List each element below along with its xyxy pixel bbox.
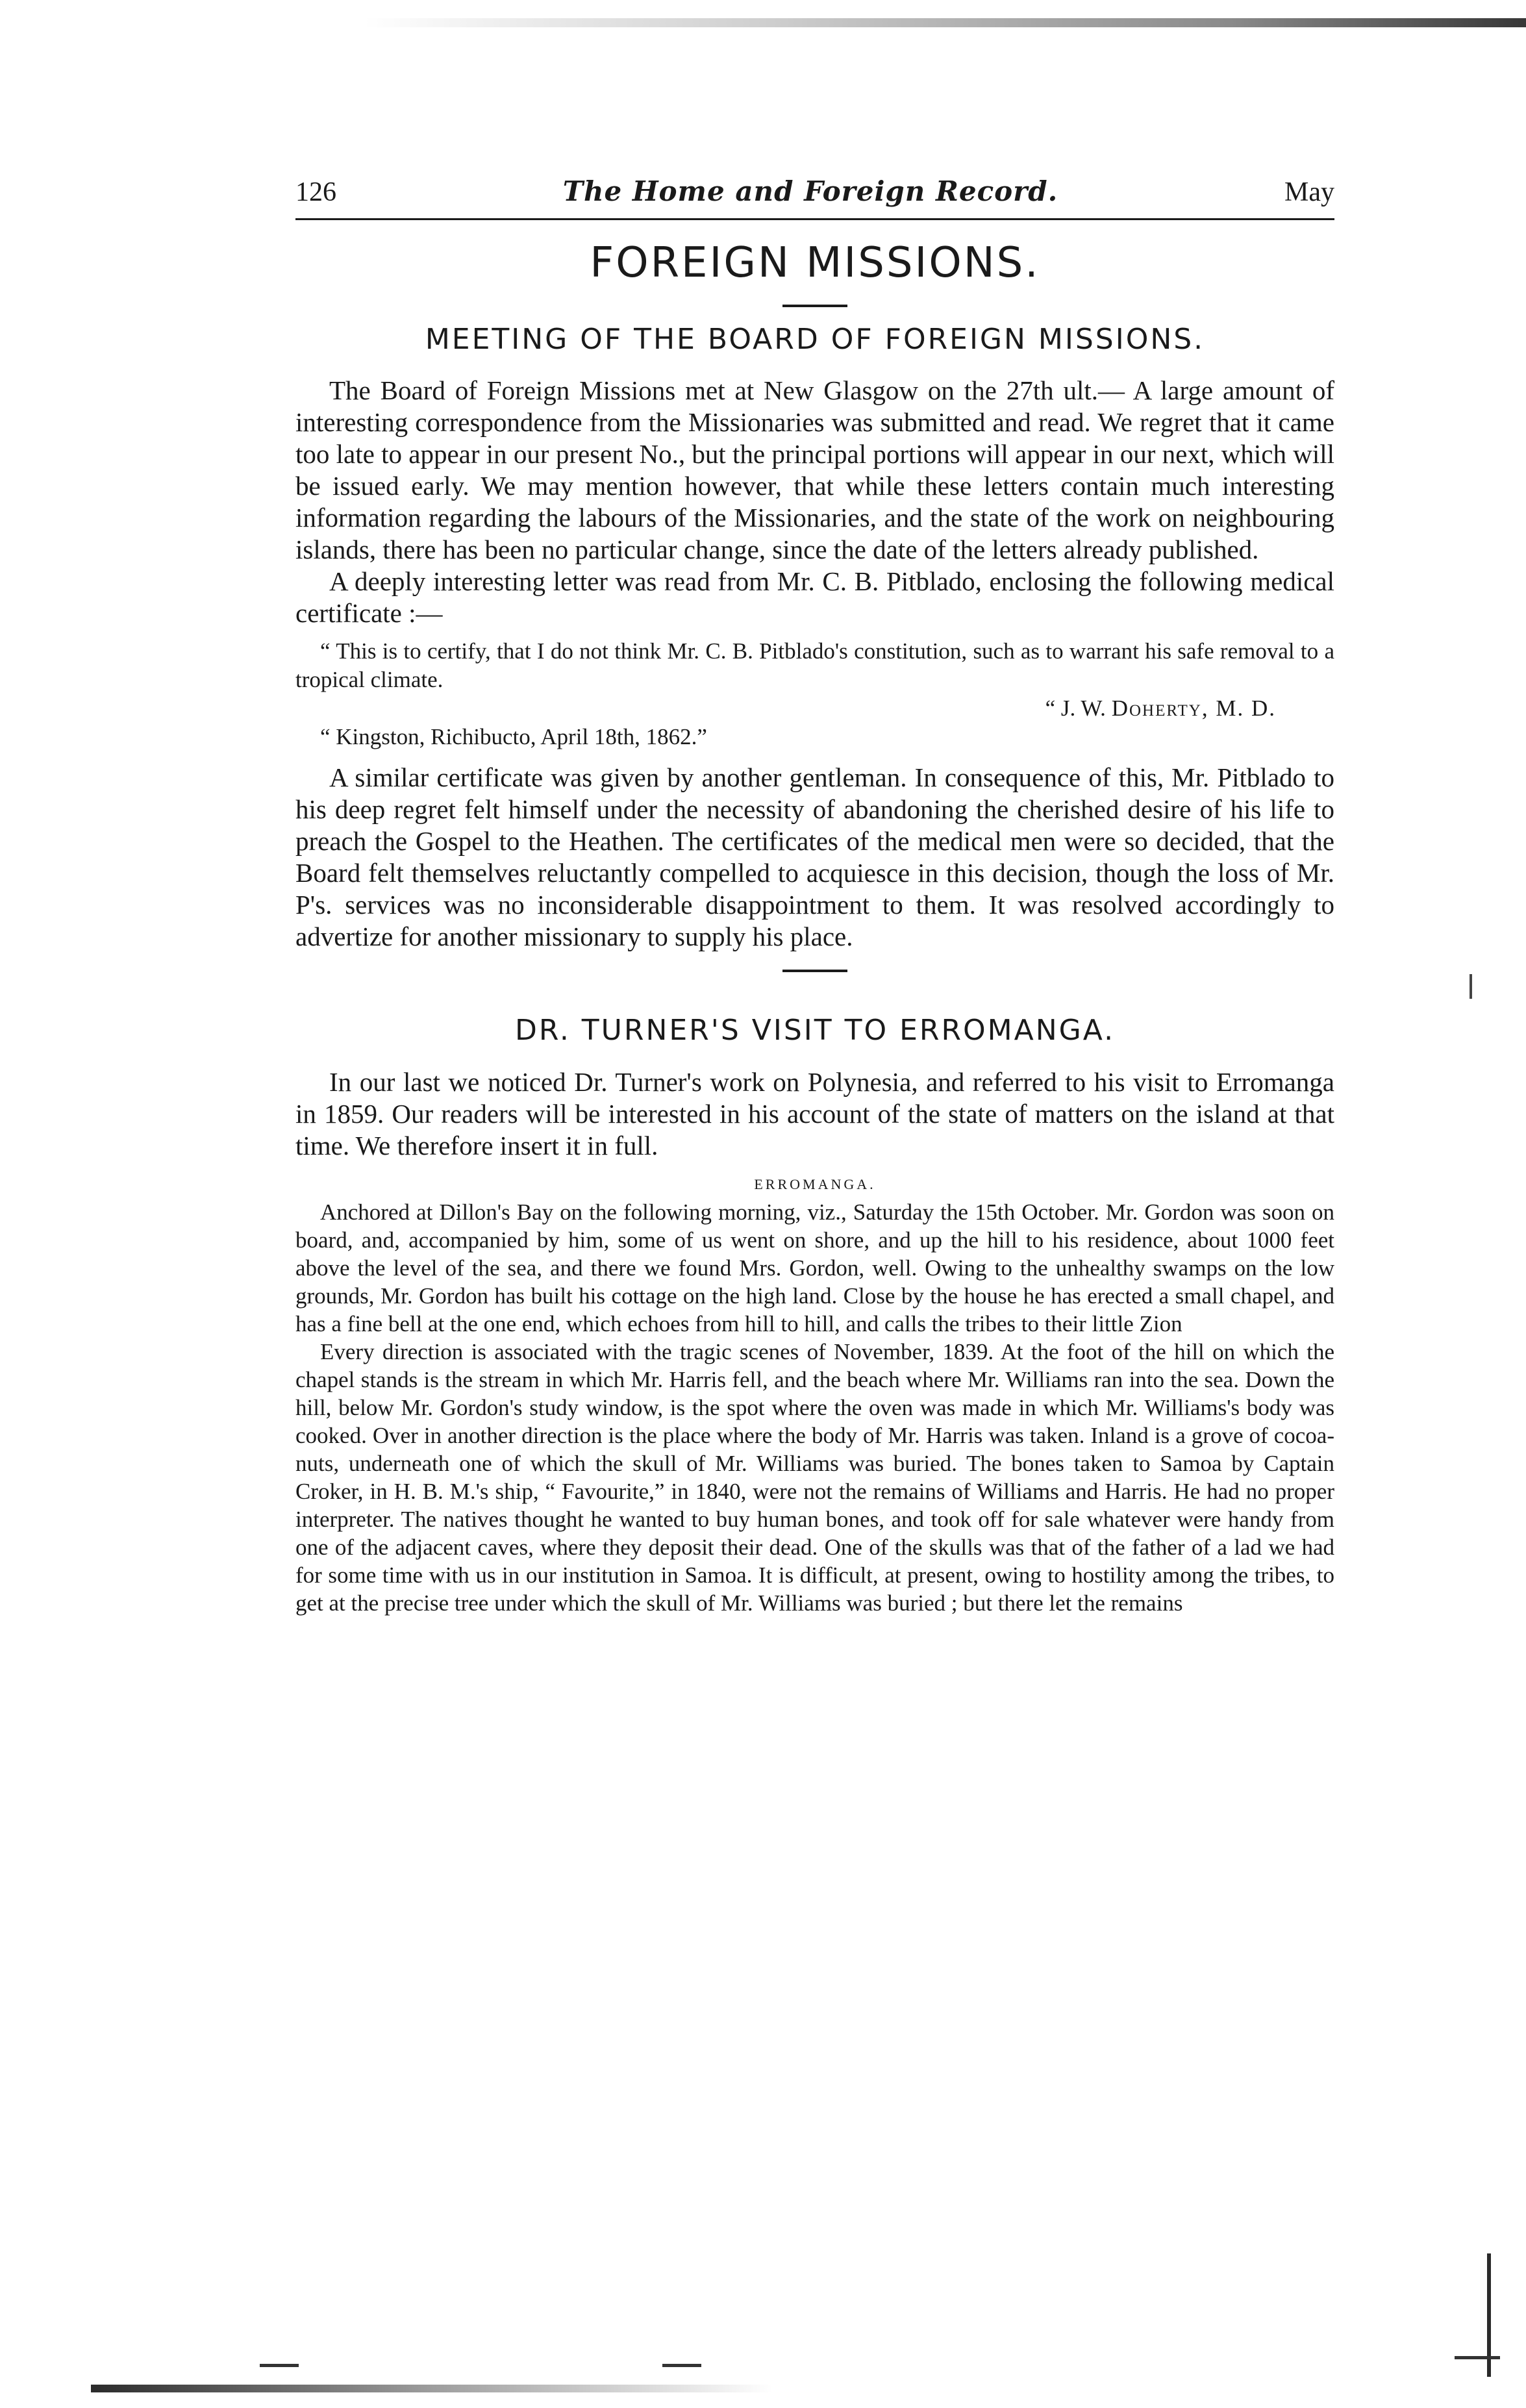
- subsection-heading: ERROMANGA.: [754, 1176, 876, 1193]
- page-content: [295, 175, 1334, 1617]
- section-title: FOREIGN MISSIONS.: [590, 239, 1040, 287]
- scan-mark-left: [260, 2364, 299, 2367]
- article-title-erromanga: DR. TURNER'S VISIT TO ERROMANGA.: [514, 1014, 1116, 1047]
- journal-title: The Home and Foreign Record.: [562, 175, 1058, 207]
- running-head: [295, 175, 1334, 220]
- margin-mark: [1470, 974, 1472, 999]
- article-paragraph: The Board of Foreign Missions met at New Glasgow on the 27th ult.— A large amount of interesting correspondence from the Missionaries was submitted and read. We regret that it came too late to appear in our present No., but the principal portions will appear in our next, which will be issued early. We may mention however, that while these letters contain much interesting information regarding the labours of the Missionaries, and the state of the work on neighbouring islands, there has been no particular change, since the date of the letters already published.: [295, 375, 1334, 565]
- issue-month: May: [1284, 177, 1334, 207]
- section-divider: [782, 305, 847, 307]
- scan-mark-right: [1455, 2356, 1500, 2359]
- article-paragraph: Anchored at Dillon's Bay on the following morning, viz., Saturday the 15th October. Mr. Gordon was soon on board, and, accompanied by him, some of us went on shore, and up the hill to his residence, about 1000 feet above the level of the sea, and there we found Mrs. Gordon, well. Owing to the unhealthy swamps on the low grounds, Mr. Gordon has built his cottage on the high land. Close by the house he has erected a small chapel, and has a fine bell at the one end, which echoes from hill to hill, and calls the tribes to their little Zion: [295, 1199, 1334, 1337]
- article-title-board-meeting: MEETING OF THE BOARD OF FOREIGN MISSIONS.: [425, 322, 1205, 356]
- certificate-signature: [295, 694, 1334, 723]
- signature-prefix: “ J. W.: [1045, 696, 1112, 721]
- certificate-dateline: “ Kingston, Richibucto, April 18th, 1862.”: [320, 724, 707, 750]
- scan-mark-mid: [662, 2364, 701, 2367]
- article-paragraph: A deeply interesting letter was read from Mr. C. B. Pitblado, enclosing the following medical certificate :—: [295, 566, 1334, 629]
- article-divider: [782, 970, 847, 972]
- page-number: 126: [295, 177, 336, 207]
- article-paragraph: A similar certificate was given by another gentleman. In consequence of this, Mr. Pitblado to his deep regret felt himself under the necessity of abandoning the cherished desire of his life to preach the Gospel to the Heathen. The certificates of the medical men were so decided, that the Board felt themselves reluctantly compelled to acquiesce in this decision, though the loss of Mr. P's. services was no inconsiderable disappointment to them. It was resolved accordingly to advertize for another missionary to supply his place.: [295, 762, 1334, 952]
- article-paragraph: In our last we noticed Dr. Turner's work on Polynesia, and referred to his visit to Erromanga in 1859. Our readers will be interested in his account of the state of matters on the island at that time. We therefore insert it in full.: [295, 1067, 1334, 1161]
- article-paragraph: Every direction is associated with the tragic scenes of November, 1839. At the foot of the hill on which the chapel stands is the stream in which Mr. Harris fell, and the beach where Mr. Williams ran into the sea. Down the hill, below Mr. Gordon's study window, is the spot where the oven was made in which Mr. Williams's body was cooked. Over in another direction is the place where the body of Mr. Harris was taken. Inland is a grove of cocoa-nuts, underneath one of which the skull of Mr. Williams was buried. The bones taken to Samoa by Captain Croker, in H. B. M.'s ship, “ Favourite,” in 1840, were not the remains of Williams and Harris. He had no proper interpreter. The natives thought he wanted to buy human bones, and took off for sale whatever were handy from one of the adjacent caves, where they deposit their dead. One of the skulls was that of the father of a lad we had for some time with us in our institution in Samoa. It is difficult, at present, owing to hostility among the tribes, to get at the precise tree under which the skull of Mr. Williams was buried ; but there let the remains: [295, 1339, 1334, 1616]
- scan-edge-top: [364, 18, 1526, 27]
- scan-edge-bottom: [91, 2385, 773, 2392]
- signature-name: Doherty, M. D.: [1111, 696, 1276, 721]
- medical-certificate: “ This is to certify, that I do not think Mr. C. B. Pitblado's constitution, such as to warrant his safe removal to a tropical climate.: [295, 638, 1334, 693]
